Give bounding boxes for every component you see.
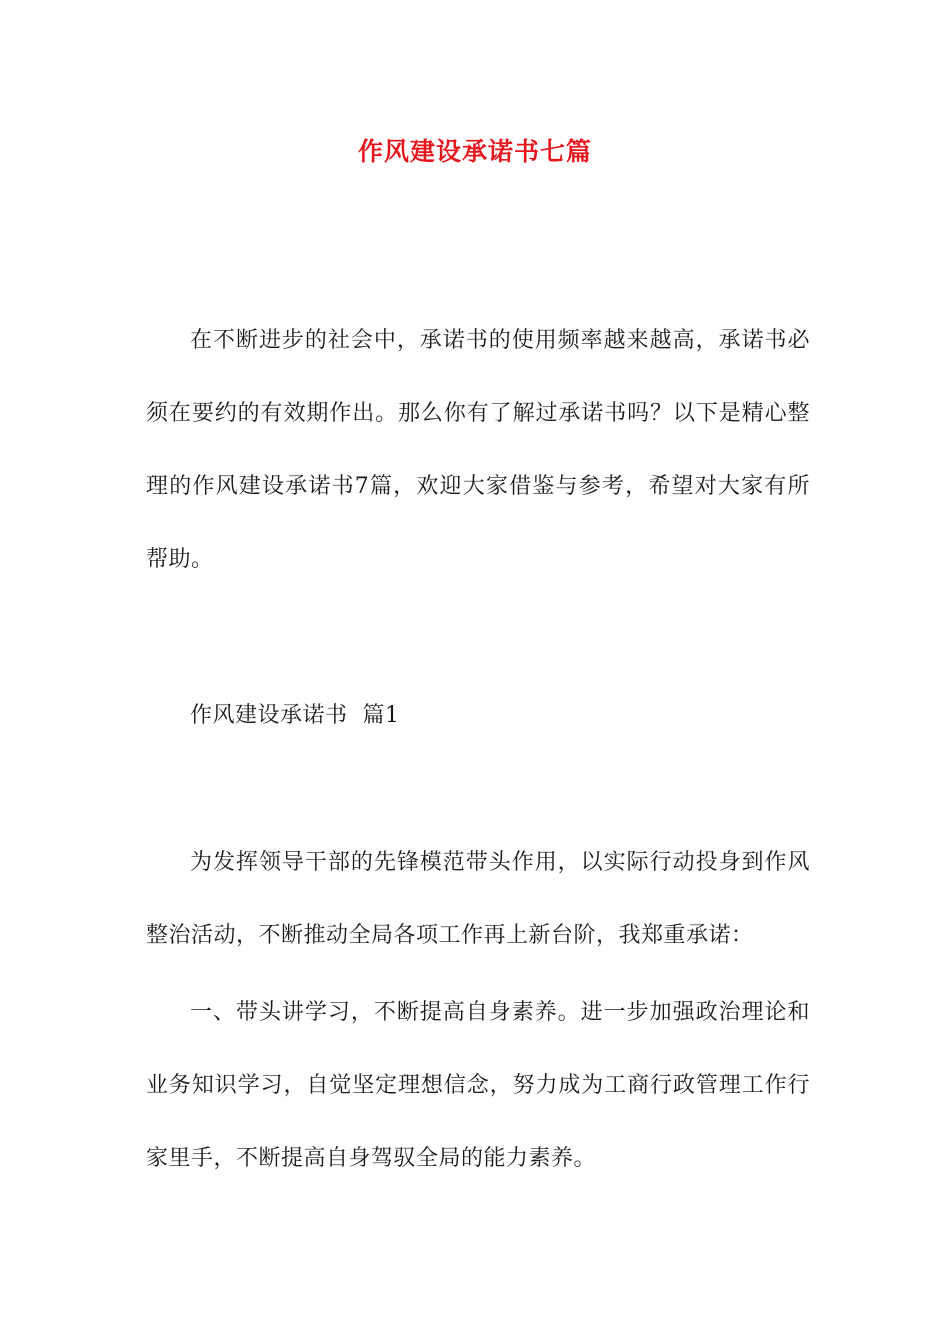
intro-paragraph: 在不断进步的社会中，承诺书的使用频率越来越高，承诺书必须在要约的有效期作出。那么你有了解过承诺书吗？以下是精心整理的作风建设承诺书7篇，欢迎大家借鉴与参考，希望对大家有所帮助。 — [146, 328, 810, 572]
section-heading: 作风建设承诺书 篇1 — [190, 703, 400, 728]
document-title: 作风建设承诺书七篇 — [357, 137, 592, 166]
body-paragraph: 为发挥领导干部的先锋模范带头作用，以实际行动投身到作风整治活动，不断推动全局各项工作再上新台阶，我郑重承诺： — [146, 850, 810, 948]
body-paragraph: 一、带头讲学习，不断提高自身素养。进一步加强政治理论和业务知识学习，自觉坚定理想信念，努力成为工商行政管理工作行家里手，不断提高自身驾驭全局的能力素养。 — [146, 1000, 810, 1171]
